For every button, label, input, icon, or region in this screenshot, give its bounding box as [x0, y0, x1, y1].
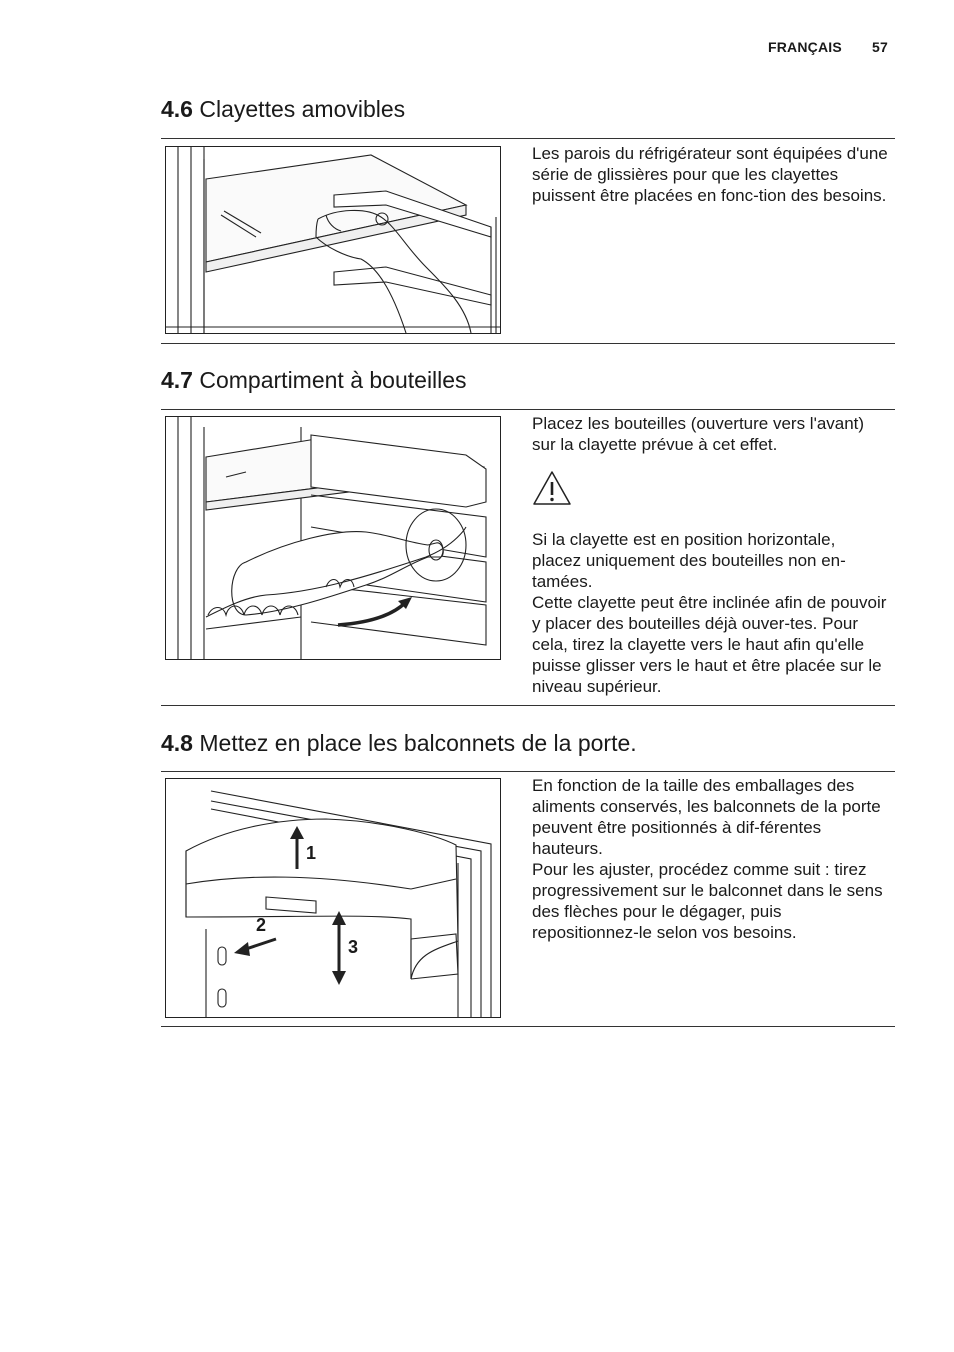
section-number: 4.6 [161, 96, 193, 122]
section-number: 4.8 [161, 730, 193, 756]
divider [161, 138, 895, 139]
section-number: 4.7 [161, 367, 193, 393]
divider [161, 771, 895, 772]
divider [161, 409, 895, 410]
section-title-4-6 [161, 96, 405, 123]
warning-triangle-icon [532, 470, 572, 506]
paragraph: Les parois du réfrigérateur sont équipées d'une série de glissières pour que les clayettes puissent être placées en fonc-tion des besoins. [532, 144, 888, 205]
shelf-illustration [165, 146, 501, 334]
section-title-text: Clayettes amovibles [199, 96, 406, 122]
section-title-text: Compartiment à bouteilles [199, 367, 467, 393]
paragraph: En fonction de la taille des emballages des aliments conservés, les balconnets de la porte peuvent être positionnés à dif-férentes hauteurs. [532, 776, 881, 858]
section-title-4-7 [161, 367, 467, 394]
figure-label-2: 2 [256, 915, 267, 935]
paragraph: Pour les ajuster, procédez comme suit : tirez progressivement sur le balconnet dans le sens des flèches pour le dégager, puis repositionnez-le selon vos besoins. [532, 860, 883, 942]
section-4-7-text [532, 413, 888, 455]
page-number: 57 [872, 39, 888, 55]
divider [161, 343, 895, 344]
intro-paragraph: Placez les bouteilles (ouverture vers l'avant) sur la clayette prévue à cet effet. [532, 414, 865, 454]
section-4-6-text [532, 143, 888, 206]
figure-label-3: 3 [348, 937, 359, 957]
divider [161, 705, 895, 706]
section-4-8-text [532, 775, 888, 943]
section-title-text: Mettez en place les balconnets de la porte. [199, 730, 637, 756]
door-balcony-illustration [165, 778, 501, 1018]
divider [161, 1026, 895, 1027]
paragraph: Cette clayette peut être inclinée afin de pouvoir y placer des bouteilles déjà ouver-tes. Pour cela, tirez la clayette vers le haut afin qu'elle puisse glisser vers le haut et être placée sur le niveau supérieur. [532, 593, 887, 696]
language-label: FRANÇAIS [767, 39, 842, 55]
page-header [768, 39, 888, 55]
paragraph: Si la clayette est en position horizontale, placez uniquement des bouteilles non en-tamées. [532, 530, 846, 591]
section-4-7-body [532, 529, 888, 697]
figure-label-1: 1 [306, 843, 317, 863]
bottle-rack-illustration [165, 416, 501, 660]
section-title-4-8 [161, 730, 637, 757]
